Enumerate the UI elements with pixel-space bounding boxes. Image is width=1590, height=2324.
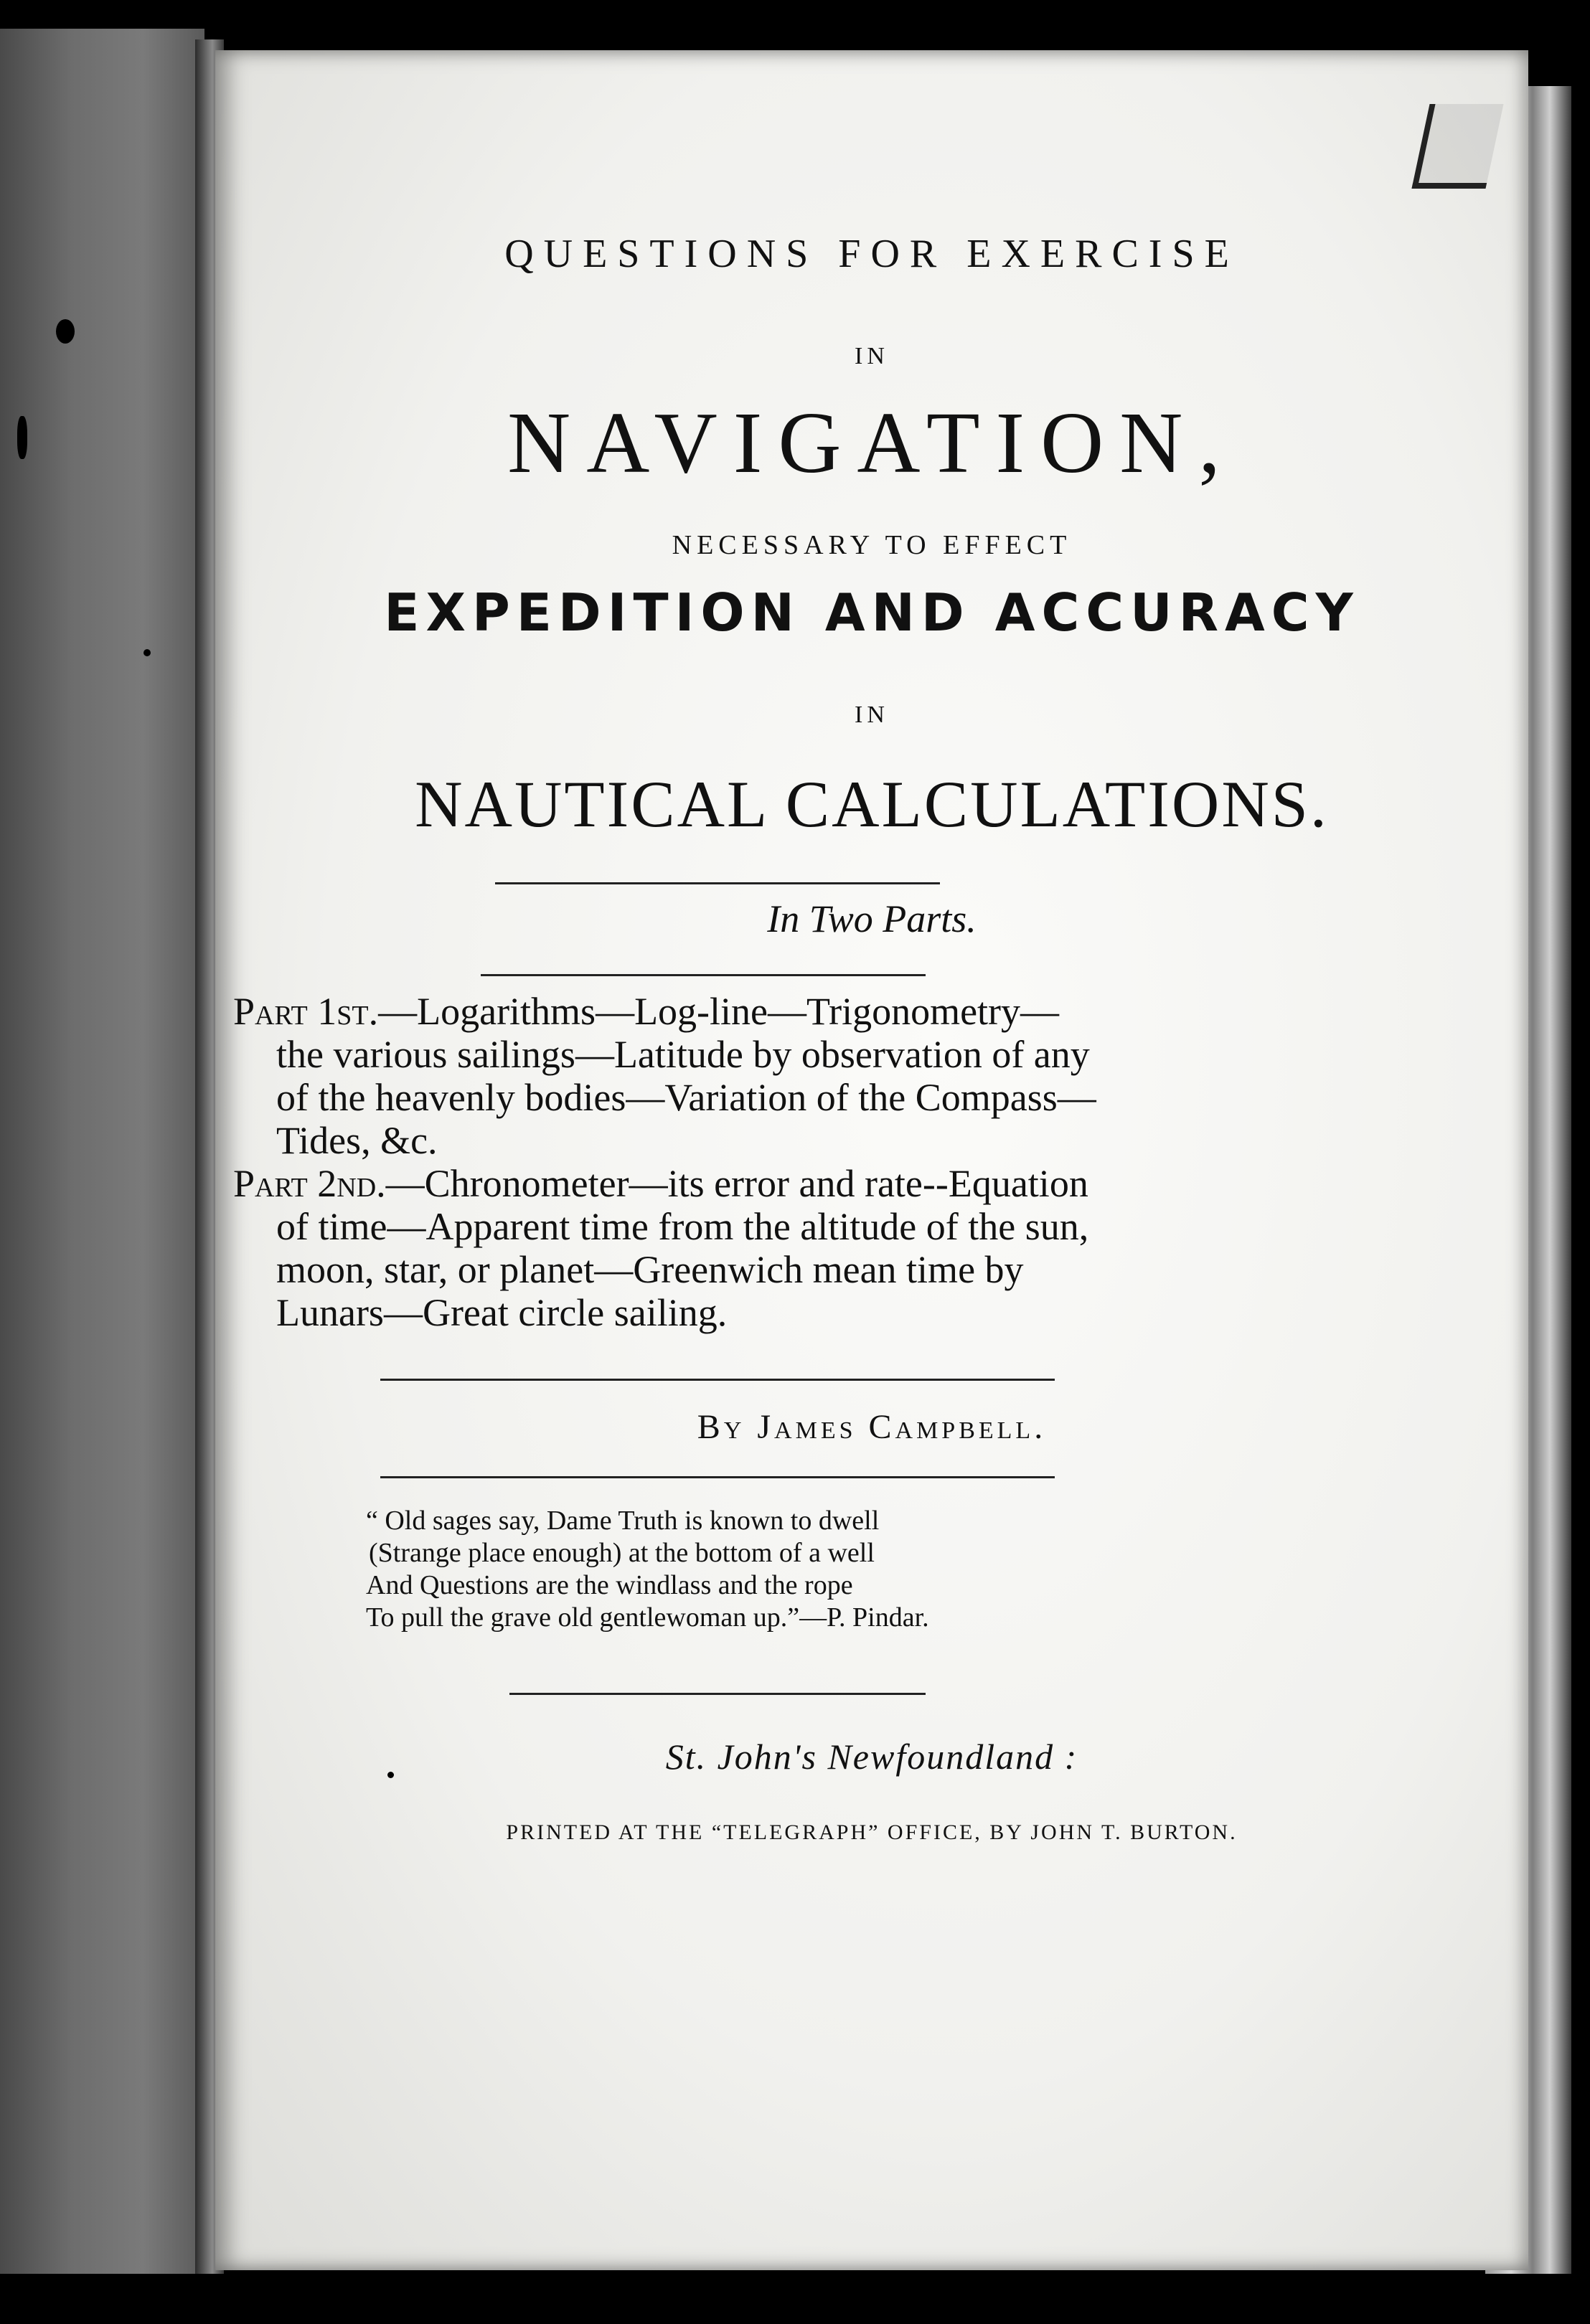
quote-line: To pull the grave old gentlewoman up.”—P. Pindar. <box>366 1602 929 1633</box>
title-line-necessary: NECESSARY TO EFFECT <box>672 530 1072 560</box>
part-two-line: Lunars—Great circle sailing. <box>276 1291 728 1334</box>
quote-line: And Questions are the windlass and the rope <box>366 1570 853 1600</box>
ink-speck <box>17 416 27 459</box>
title-line-in-second: IN <box>855 702 889 728</box>
ink-speck <box>144 649 151 656</box>
part-two-line: —Chronometer—its error and rate--Equation <box>385 1162 1088 1205</box>
divider-rule <box>495 882 940 884</box>
divider-rule <box>380 1476 1055 1478</box>
divider-rule <box>509 1693 926 1695</box>
imprint-place: St. John's Newfoundland : <box>665 1737 1078 1777</box>
part-two-label: Part 2nd. <box>233 1162 386 1205</box>
part-two-line: of time—Apparent time from the altitude of the sun, <box>276 1205 1089 1248</box>
title-line-nautical: NAUTICAL CALCULATIONS. <box>415 767 1329 841</box>
imprint-printer: PRINTED AT THE “TELEGRAPH” OFFICE, BY JOHN T. BURTON. <box>506 1820 1238 1844</box>
divider-rule <box>481 974 926 976</box>
part-one-description <box>233 990 1209 1162</box>
ink-speck <box>56 319 75 344</box>
title-line-expedition: EXPEDITION AND ACCURACY <box>384 582 1360 643</box>
epigraph-quote <box>366 1505 1105 1634</box>
parts-heading: In Two Parts. <box>767 897 977 940</box>
ink-speck <box>1543 22 1550 37</box>
part-one-line: —Logarithms—Log-line—Trigonometry— <box>378 990 1060 1033</box>
title-navigation: NAVIGATION, <box>507 395 1236 491</box>
part-two-line: moon, star, or planet—Greenwich mean time by <box>276 1248 1024 1291</box>
part-one-line: the various sailings—Latitude by observation of any <box>276 1033 1090 1076</box>
quote-line: “ Old sages say, Dame Truth is known to dwell <box>366 1506 880 1536</box>
part-one-line: Tides, &c. <box>276 1119 438 1162</box>
quote-line: (Strange place enough) at the bottom of a well <box>369 1538 875 1568</box>
author-line: By James Campbell. <box>697 1408 1047 1446</box>
part-one-line: of the heavenly bodies—Variation of the Compass— <box>276 1076 1096 1119</box>
divider-rule <box>380 1379 1055 1381</box>
title-line-questions: QUESTIONS FOR EXERCISE <box>504 232 1239 276</box>
part-two-description <box>233 1162 1209 1334</box>
part-one-label: Part 1st. <box>233 990 379 1033</box>
title-line-in: IN <box>855 343 889 369</box>
book-cover-left <box>0 29 204 2274</box>
